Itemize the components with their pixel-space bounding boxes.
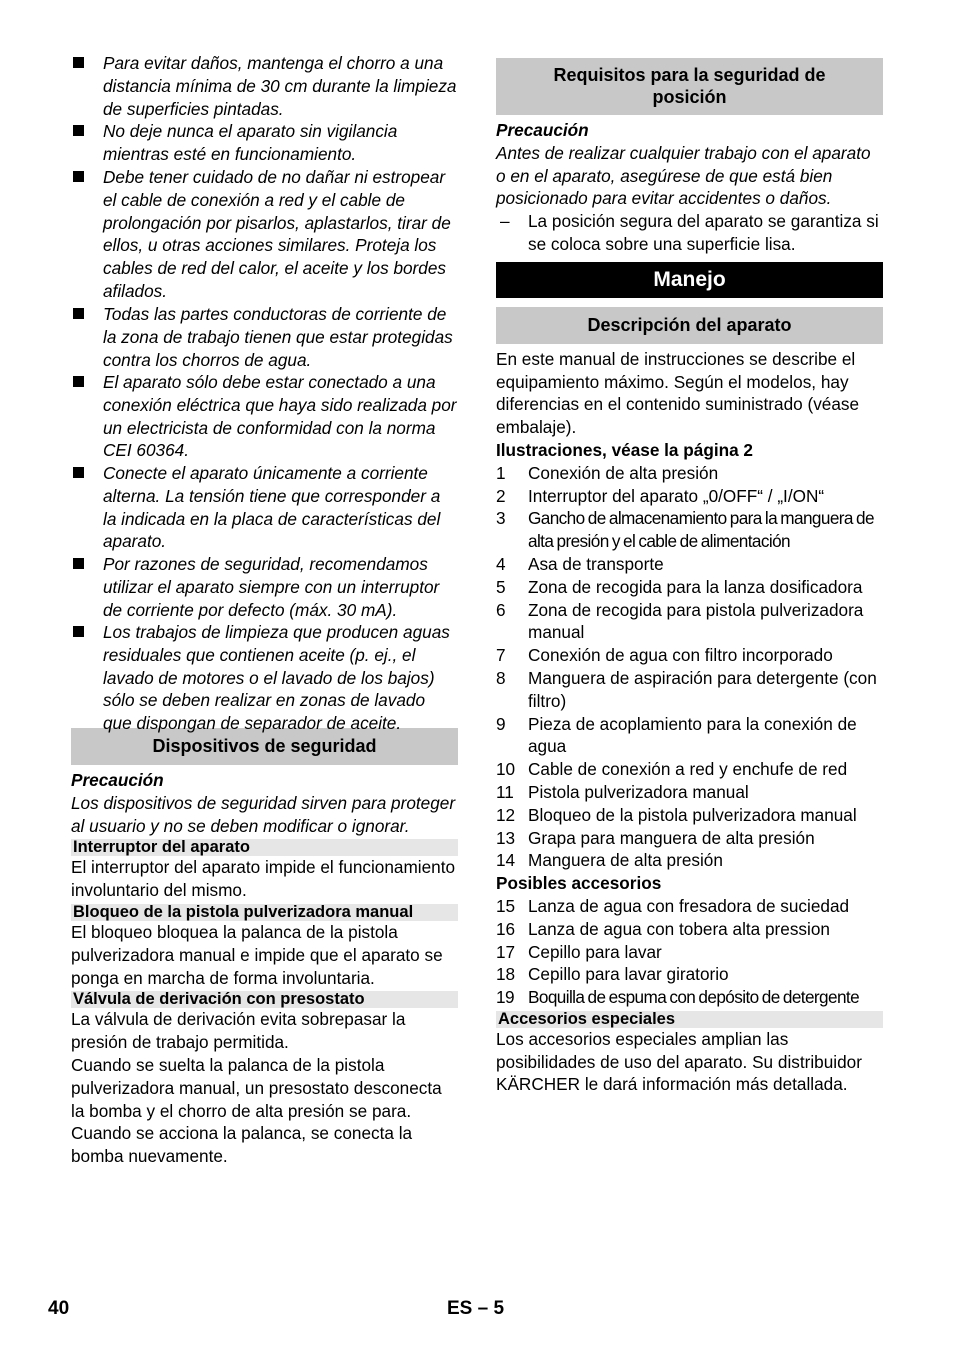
list-item: 16 Lanza de agua con tobera alta pression [496, 918, 830, 939]
list-item: 5 Zona de recogida para la lanza dosificadora [496, 576, 863, 597]
list-item: 12 Bloqueo de la pistola pulverizadora manual [496, 804, 857, 825]
paragraph: El bloqueo bloquea la palanca de la pistola pulverizadora manual e impide que el aparato se ponga en marcha de forma involuntaria. [71, 921, 443, 988]
caution-label: Precaución [71, 770, 164, 790]
paragraph: La válvula de derivación evita sobrepasar la presión de trabajo permitida. [71, 1009, 406, 1053]
list-item: 18 Cepillo para lavar giratorio [496, 964, 729, 985]
list-item: 6 Zona de recogida para pistola pulverizadora manual [496, 599, 864, 643]
list-item: Para evitar daños, mantenga el chorro a una distancia mínima de 30 cm durante la limpieza de superficies pintadas. [71, 52, 458, 120]
safety-bullet-list [71, 52, 458, 734]
bullet-square-icon [73, 125, 84, 136]
list-item: Todas las partes conductoras de corriente de la zona de trabajo tienen que estar protegidas contra los chorros de agua. [71, 303, 458, 371]
accessories-label: Posibles accesorios [496, 873, 662, 894]
accessories-list [496, 895, 883, 1009]
page-number: 40 [48, 1298, 70, 1319]
subheading-device-switch: Interruptor del aparato [71, 839, 458, 856]
section-heading-position-safety: Requisitos para la seguridad de posición [496, 58, 883, 115]
device-parts-list [496, 462, 883, 872]
section-heading-safety-devices: Dispositivos de seguridad [71, 728, 458, 765]
list-item: 7 Conexión de agua con filtro incorporado [496, 645, 833, 666]
bullet-square-icon [73, 57, 84, 68]
bullet-square-icon [73, 626, 84, 637]
caution-text: Antes de realizar cualquier trabajo con el aparato o en el aparato, asegúrese de que está bien posicionado para evitar accidentes o daños. [496, 142, 871, 209]
left-column [71, 52, 458, 1168]
list-item: 10 Cable de conexión a red y enchufe de red [496, 759, 848, 780]
list-item: 3 Gancho de almacenamiento para la manguera de alta presión y el cable de alimentación [496, 508, 874, 552]
paragraph: El interruptor del aparato impide el funcionamiento involuntario del mismo. [71, 857, 456, 901]
list-item: – La posición segura del aparato se garantiza si se coloca sobre una superficie lisa. [500, 211, 879, 254]
paragraph: Cuando se suelta la palanca de la pistola pulverizadora manual, un presostato desconecta la bomba y el chorro de alta presión se para. Cuando se acciona la palanca, se conecta la bomba nuevamente. [71, 1054, 442, 1167]
list-item: 11 Pistola pulverizadora manual [496, 781, 749, 802]
list-item: 15 Lanza de agua con fresadora de suciedad [496, 895, 850, 916]
list-item: 9 Pieza de acoplamiento para la conexión de agua [496, 713, 857, 757]
list-item: Conecte el aparato únicamente a corriente alterna. La tensión tiene que corresponder a la indicada en la placa de características del aparato. [71, 462, 458, 553]
subheading-special-accessories: Accesorios especiales [496, 1011, 883, 1028]
list-item: 8 Manguera de aspiración para detergente (con filtro) [496, 667, 877, 711]
list-item: 1 Conexión de alta presión [496, 462, 719, 483]
paragraph: En este manual de instrucciones se describe el equipamiento máximo. Según el modelos, hay diferencias en el contenido suministrado (véase embalaje). [496, 348, 860, 438]
bullet-square-icon [73, 467, 84, 478]
list-item: No deje nunca el aparato sin vigilancia mientras esté en funcionamiento. [71, 120, 458, 166]
list-item: Por razones de seguridad, recomendamos utilizar el aparato siempre con un interruptor de corriente por defecto (máx. 30 mA). [71, 553, 458, 621]
bullet-square-icon [73, 558, 84, 569]
list-item: 17 Cepillo para lavar [496, 941, 662, 962]
list-item: Los trabajos de limpieza que producen aguas residuales que contienen aceite (p. ej., el lavado de motores o el lavado de los bajos) sólo se deben realizar en zonas de lavado que dispongan de separador de aceite. [71, 621, 458, 712]
list-item: 19 Boquilla de espuma con depósito de detergente [496, 987, 860, 1008]
caution-label: Precaución [496, 120, 589, 140]
caution-text: Los dispositivos de seguridad sirven para proteger al usuario y no se deben modificar o ignorar. [71, 792, 456, 836]
bullet-square-icon [73, 376, 84, 387]
chapter-heading-manejo: Manejo [496, 262, 883, 298]
section-page-label: ES – 5 [447, 1298, 505, 1319]
list-item: Debe tener cuidado de no dañar ni estropear el cable de conexión a red y el cable de prolongación por pisarlos, aplastarlos, tirar de ellos, u otras acciones similares. Proteja los cables de red del calor, el aceite y los bordes afilados. [71, 166, 458, 303]
paragraph: Los accesorios especiales amplian las posibilidades de uso del aparato. Su distribuidor KÄRCHER le dará información más detallada. [496, 1028, 862, 1095]
list-item: 2 Interruptor del aparato „0/OFF“ / „I/ON“ [496, 485, 825, 506]
illustrations-label: Ilustraciones, véase la página 2 [496, 439, 753, 460]
dash-marker: – [500, 211, 510, 232]
bullet-square-icon [73, 308, 84, 319]
list-item: 14 Manguera de alta presión [496, 850, 723, 871]
list-item: El aparato sólo debe estar conectado a una conexión eléctrica que haya sido realizada por un electricista de conformidad con la norma CEI 60364. [71, 371, 458, 462]
subheading-gun-lock: Bloqueo de la pistola pulverizadora manual [71, 904, 458, 921]
right-column [496, 52, 883, 1096]
list-item: 4 Asa de transporte [496, 553, 664, 574]
list-item: 13 Grapa para manguera de alta presión [496, 827, 815, 848]
subheading-bypass-valve: Válvula de derivación con presostato [71, 991, 458, 1008]
bullet-square-icon [73, 171, 84, 182]
section-heading-device-description: Descripción del aparato [496, 307, 883, 344]
